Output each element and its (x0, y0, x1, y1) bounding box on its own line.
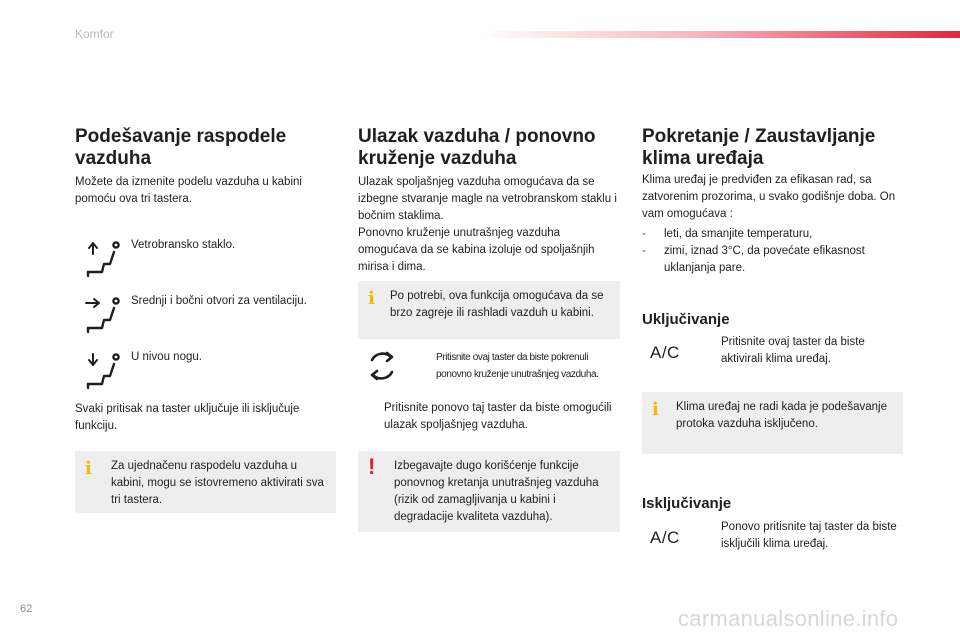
ac-title: Pokretanje / Zaustavljanje klima uređaja (642, 126, 876, 169)
footwell-label: U nivou nogu. (131, 351, 202, 363)
ac-list-item-winter-text: zimi, iznad 3°C, da povećate efikasnost uklanjanja pare. (664, 245, 865, 274)
ac-off-button[interactable]: A/C (650, 528, 680, 547)
air-intake-title: Ulazak vazduha / ponovno kruženje vazduha (358, 126, 596, 169)
list-dash: - (642, 228, 646, 240)
info-note-distribution (75, 451, 336, 513)
warning-icon: ! (368, 454, 376, 479)
ac-intro: Klima uređaj je predviđen za efikasan rad, sa zatvorenim prozorima, u svako godišnje doba. On vam omogućava : (642, 174, 896, 220)
info-note-recirculation-text: Po potrebi, ova funkcija omogućava da se brzo zagreje ili rashladi vazduh u kabini. (390, 290, 604, 319)
info-note-ac (642, 392, 903, 454)
list-dash: - (642, 245, 646, 257)
ac-on-button[interactable]: A/C (650, 343, 680, 362)
toggle-description: Svaki pritisak na taster uključuje ili isključuje funkciju. (75, 403, 300, 432)
page-number: 62 (20, 603, 33, 615)
ac-off-title: Isključivanje (642, 495, 732, 512)
warning-note-recirculation (358, 451, 620, 532)
footwell-airflow-button[interactable] (80, 350, 128, 399)
watermark: carmanualsonline.info (678, 606, 899, 631)
info-icon: i (368, 288, 375, 309)
vents-airflow-button[interactable] (80, 294, 128, 343)
air-distribution-intro: Možete da izmenite podelu vazduha u kabini pomoću ova tri tastera. (75, 176, 302, 205)
ac-on-instruction-text: Pritisnite ovaj taster da biste aktivirali klima uređaj. (721, 336, 865, 365)
air-intake-intro: Ulazak spoljašnjeg vazduha omogućava da se izbegne stvaranje magle na vetrobranskom staklu i bočnim staklima. Ponovno kruženje unutrašnjeg vazduha omogućava da se kabina izoluje od spoljašnjih mirisa i dima. (358, 176, 617, 273)
recirculation-button[interactable] (365, 348, 399, 389)
ac-on-title: Uključivanje (642, 311, 730, 328)
recirculation-instruction-text: Pritisnite ovaj taster da biste pokrenuli ponovno kruženje unutrašnjeg vazduha. (436, 352, 599, 380)
info-icon: i (652, 399, 659, 420)
windscreen-airflow-button[interactable] (80, 238, 128, 287)
air-distribution-title: Podešavanje raspodele vazduha (75, 126, 287, 169)
outside-air-instruction-text: Pritisnite ponovo taj taster da biste omogućili ulazak spoljašnjeg vazduha. (384, 402, 612, 431)
info-note-recirculation (358, 281, 620, 339)
vents-label: Srednji i bočni otvori za ventilaciju. (131, 295, 307, 307)
ac-off-instruction-text: Ponovo pritisnite taj taster da biste isključili klima uređaj. (721, 521, 897, 550)
info-icon: i (85, 458, 92, 479)
ac-list-item-summer-text: leti, da smanjite temperaturu, (664, 228, 813, 240)
warning-note-text: Izbegavajte dugo korišćenje funkcije ponovnog kretanja unutrašnjeg vazduha (rizik od zamagljivanja u kabini i degradacije kvaliteta vazduha). (394, 460, 599, 523)
info-note-ac-text: Klima uređaj ne radi kada je podešavanje protoka vazduha isključeno. (676, 401, 887, 430)
footwell-airflow-icon (80, 350, 128, 394)
info-note-distribution-text: Za ujednačenu raspodelu vazduha u kabini, mogu se istovremeno aktivirati sva tri tastera. (111, 460, 324, 506)
windscreen-label: Vetrobransko staklo. (131, 239, 236, 251)
windscreen-airflow-icon (80, 238, 128, 282)
vents-airflow-icon (80, 294, 128, 338)
header-accent-bar (480, 31, 960, 38)
recirculation-icon (365, 348, 399, 384)
section-title: Komfor (75, 27, 114, 41)
